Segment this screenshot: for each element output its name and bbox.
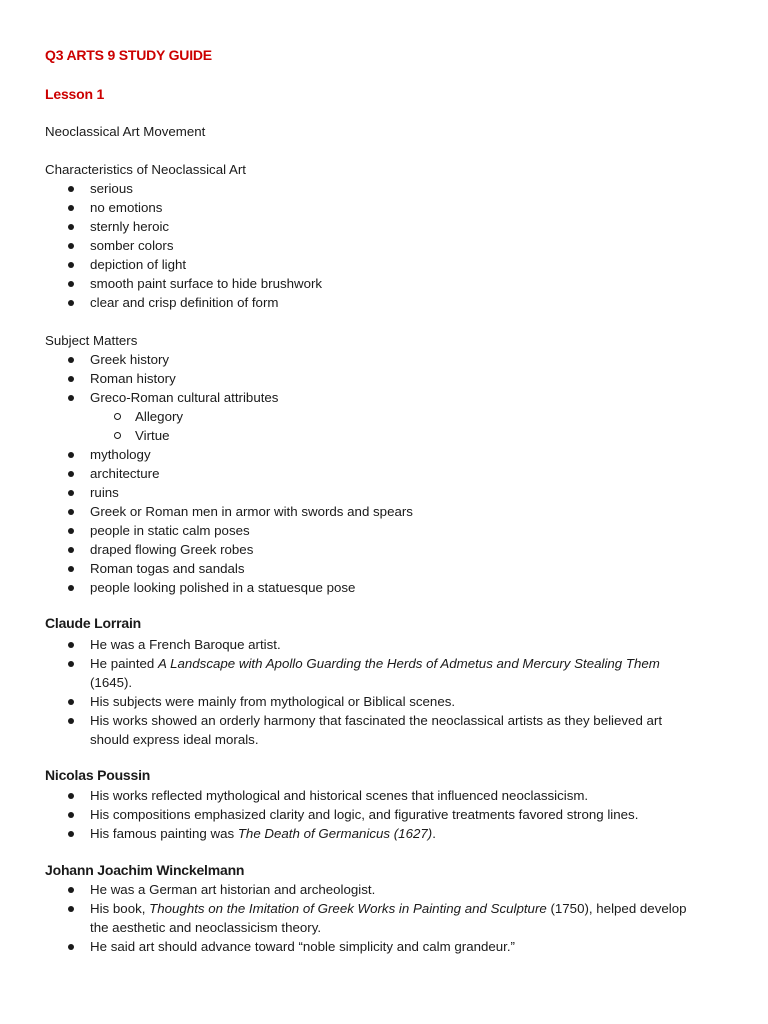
bullet-icon [68, 452, 74, 458]
subjects-heading: Subject Matters [45, 333, 138, 348]
bullet-icon [68, 906, 74, 912]
bullet-icon [68, 528, 74, 534]
bullet-icon [68, 262, 74, 268]
artwork-title: The Death of Germanicus (1627) [237, 826, 433, 841]
bullet-icon [68, 357, 74, 363]
bullet-icon [68, 642, 74, 648]
bullet-icon [68, 661, 74, 667]
bullet-icon [68, 490, 74, 496]
bullet-icon [68, 376, 74, 382]
bullet-icon [68, 944, 74, 950]
bullet-icon [68, 887, 74, 893]
bullet-icon [68, 793, 74, 799]
bullet-icon [68, 547, 74, 553]
bullet-icon [68, 812, 74, 818]
bullet-icon [68, 509, 74, 515]
document-title: Q3 ARTS 9 STUDY GUIDE [45, 47, 212, 63]
winckelmann-heading: Johann Joachim Winckelmann [45, 862, 245, 878]
bullet-icon [68, 300, 74, 306]
hollow-bullet-icon [114, 413, 121, 420]
movement-title: Neoclassical Art Movement [45, 124, 206, 139]
bullet-icon [68, 395, 74, 401]
bullet-icon [68, 718, 74, 724]
bullet-icon [68, 224, 74, 230]
lorrain-heading: Claude Lorrain [45, 615, 141, 631]
document-page: Q3 ARTS 9 STUDY GUIDE Lesson 1 Neoclassical Art Movement Characteristics of Neoclassical Art serious no emotions sternly heroic somber colors depiction of light smooth paint surface to hide brushwork clear and crisp definition of form Subject Matters Greek history Roman history Greco-Roman cultural attributes Allegory Virtue mythology architecture ruins Greek or Roman men in armor with swords and spears people in static calm poses draped flowing Greek robes Roman togas and sandals people looking polished in a statuesque pose Claude Lorrain He was a French Baroque artist. He painted A Landscape with Apollo Guarding the Herds of Admetus and Mercury Stealing Them (1645). His subjects were mainly from mythological or Biblical scenes. His works showed an orderly harmony that fascinated the neoclassical artists as they believed art should express ideal morals. Nicolas Poussin His works reflected mythological and historical scenes that influenced neoclassicism. His compositions emphasized clarity and logic, and figurative treatments favored strong lines. His famous painting was The Death of Germanicus (1627). Johann Joachim Winckelmann He was a German art historian and archeologist. His book, Thoughts on the Imitation of Greek Works in Painting and Sculpture (1750), helped develop the aesthetic and neoclassicism theory. He said art should advance toward “noble simplicity and calm grandeur.” [45, 47, 687, 954]
bullet-icon [68, 243, 74, 249]
bullet-icon [68, 831, 74, 837]
lesson-heading: Lesson 1 [45, 86, 105, 102]
bullet-icon [68, 585, 74, 591]
bullet-icon [68, 566, 74, 572]
bullet-icon [68, 699, 74, 705]
bullet-icon [68, 281, 74, 287]
characteristics-heading: Characteristics of Neoclassical Art [45, 162, 246, 177]
hollow-bullet-icon [114, 432, 121, 439]
artwork-title: A Landscape with Apollo Guarding the Herds of Admetus and Mercury Stealing Them [158, 656, 660, 671]
book-title: Thoughts on the Imitation of Greek Works in Painting and Sculpture [149, 901, 547, 916]
bullet-icon [68, 205, 74, 211]
bullet-icon [68, 471, 74, 477]
poussin-heading: Nicolas Poussin [45, 767, 151, 783]
bullet-icon [68, 186, 74, 192]
